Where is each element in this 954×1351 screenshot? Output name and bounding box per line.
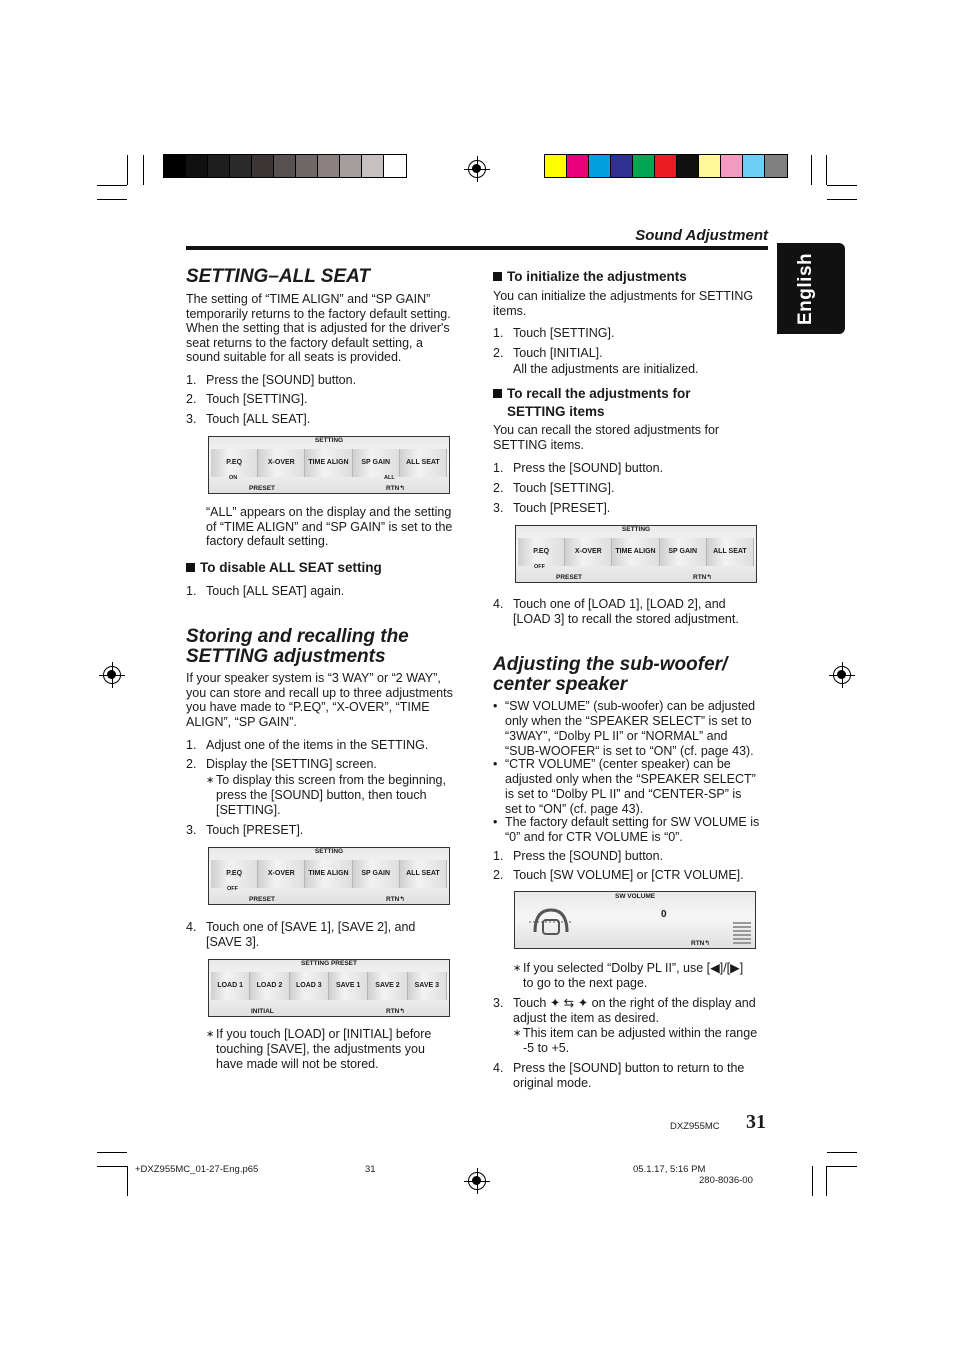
crop-mark — [827, 1166, 857, 1167]
sp-gain-button[interactable]: SP GAIN — [353, 860, 400, 888]
speaker-icon — [529, 902, 573, 936]
crop-mark — [827, 1152, 857, 1153]
crop-mark — [826, 1166, 827, 1196]
p-eq-button[interactable]: P.EQ — [518, 538, 565, 566]
page-number: 31 — [746, 1111, 766, 1133]
off-indicator: OFF — [534, 564, 545, 570]
note: ∗ This item can be adjusted within the range -5 to +5. — [513, 1026, 758, 1055]
color-swatch — [699, 155, 721, 177]
all-seat-after-text: “ALL” appears on the display and the setting of “TIME ALIGN” and “SP GAIN” is set to the factory default setting. — [206, 505, 453, 549]
save-2-button[interactable]: SAVE 2 — [368, 972, 407, 1000]
note: ∗ To display this screen from the beginning, press the [SOUND] button, then touch [SETTING]. — [206, 773, 446, 817]
crop-mark — [827, 185, 857, 186]
x-over-button[interactable]: X-OVER — [258, 860, 305, 888]
recall-intro: You can recall the stored adjustments for SETTING items. — [493, 423, 720, 452]
setting-screen — [515, 525, 757, 583]
p-eq-button[interactable]: P.EQ — [211, 860, 258, 888]
crop-mark — [827, 199, 857, 200]
storing-title: Storing and recalling the SETTING adjustments — [186, 626, 409, 667]
sw-volume-screen — [514, 891, 756, 949]
initialize-result: All the adjustments are initialized. — [513, 362, 699, 376]
list-item: 2. Display the [SETTING] screen. — [186, 757, 377, 771]
crop-mark — [127, 1166, 128, 1196]
list-item: 2. Touch [INITIAL]. — [493, 346, 603, 360]
color-swatch — [743, 155, 765, 177]
crop-mark — [97, 1166, 127, 1167]
preset-button[interactable]: PRESET — [249, 896, 276, 903]
list-item: 4. Press the [SOUND] button to return to the original mode. — [493, 1061, 745, 1090]
crop-mark — [97, 199, 127, 200]
color-swatch — [765, 155, 787, 177]
list-item: 3. Touch [ALL SEAT]. — [186, 412, 311, 426]
color-swatch — [589, 155, 611, 177]
color-calibration-bar — [544, 154, 788, 178]
color-swatch — [677, 155, 699, 177]
preset-button[interactable]: PRESET — [556, 574, 583, 581]
list-item: 1. Press the [SOUND] button. — [186, 373, 357, 387]
time-align-button[interactable]: TIME ALIGN — [305, 449, 352, 477]
color-swatch — [721, 155, 743, 177]
header-rule — [186, 246, 768, 250]
list-item: 3. Touch [PRESET]. — [186, 823, 304, 837]
list-item: 4. Touch one of [SAVE 1], [SAVE 2], and — [186, 920, 416, 934]
crop-mark — [143, 155, 144, 185]
crop-mark — [826, 155, 827, 185]
storing-intro: If your speaker system is “3 WAY” or “2 WAY”, you can store and recall up to three adjustments you have made to “P.EQ”, “X-OVER”, “TIME ALIGN”, “SP GAIN”. — [186, 671, 453, 729]
load-2-button[interactable]: LOAD 2 — [250, 972, 289, 1000]
color-swatch — [545, 155, 567, 177]
color-swatch — [611, 155, 633, 177]
p-eq-button[interactable]: P.EQ — [211, 449, 258, 477]
color-swatch — [318, 155, 340, 177]
x-over-button[interactable]: X-OVER — [565, 538, 612, 566]
load-3-button[interactable]: LOAD 3 — [290, 972, 329, 1000]
color-swatch — [362, 155, 384, 177]
sp-gain-button[interactable]: SP GAIN — [660, 538, 707, 566]
crop-mark — [97, 1152, 127, 1153]
model-label: DXZ955MC — [670, 1121, 720, 1132]
footer-page: 31 — [365, 1164, 376, 1175]
adjust-arrows-icon[interactable] — [733, 922, 751, 944]
crop-mark — [127, 155, 128, 185]
screen-caption: SETTING PRESET — [301, 960, 357, 967]
bullet-item: • “CTR VOLUME” (center speaker) can be adjusted only when the “SPEAKER SELECT” is set to “Dolby PL II” and “CENTER-SP” is set to “ON” (cf. page 43). — [493, 757, 756, 816]
all-indicator: ALL — [384, 475, 395, 481]
list-item: 3. Touch [PRESET]. — [493, 501, 611, 515]
all-seat-button[interactable]: ALL SEAT — [707, 538, 754, 566]
initialize-intro: You can initialize the adjustments for SETTING items. — [493, 289, 754, 318]
color-swatch — [186, 155, 208, 177]
list-item: 1. Adjust one of the items in the SETTING. — [186, 738, 429, 752]
preset-button[interactable]: PRESET — [249, 485, 276, 492]
section-label: Sound Adjustment — [635, 227, 768, 244]
gray-calibration-bar — [163, 154, 407, 178]
color-swatch — [340, 155, 362, 177]
language-tab-label: English — [795, 252, 816, 325]
list-item: 2. Touch [SW VOLUME] or [CTR VOLUME]. — [493, 868, 744, 882]
return-button[interactable]: RTN↰ — [691, 940, 710, 947]
setting-screen — [208, 847, 450, 905]
list-item: 1. Press the [SOUND] button. — [493, 461, 664, 475]
all-seat-button[interactable]: ALL SEAT — [400, 860, 447, 888]
initialize-heading: To initialize the adjustments — [493, 268, 687, 286]
subwoofer-title: Adjusting the sub-woofer/ center speaker — [493, 654, 728, 695]
screen-caption: SETTING — [314, 437, 344, 444]
note: ∗ If you touch [LOAD] or [INITIAL] before touching [SAVE], the adjustments you have made will not be stored. — [206, 1027, 432, 1071]
time-align-button[interactable]: TIME ALIGN — [305, 860, 352, 888]
all-seat-button[interactable]: ALL SEAT — [400, 449, 447, 477]
color-swatch — [296, 155, 318, 177]
list-item: [SAVE 3]. — [206, 935, 260, 949]
load-1-button[interactable]: LOAD 1 — [211, 972, 250, 1000]
crop-mark — [97, 185, 127, 186]
off-indicator: OFF — [227, 886, 238, 892]
x-over-button[interactable]: X-OVER — [258, 449, 305, 477]
footer-code: 280-8036-00 — [699, 1175, 753, 1186]
save-3-button[interactable]: SAVE 3 — [408, 972, 447, 1000]
list-item: 3. Touch ✦ ⇆ ✦ on the right of the display and adjust the item as desired. — [493, 996, 756, 1025]
color-swatch — [633, 155, 655, 177]
footer-date: 05.1.17, 5:16 PM — [633, 1164, 706, 1175]
color-swatch — [567, 155, 589, 177]
return-button[interactable]: RTN↰ — [386, 1008, 405, 1015]
list-item: 2. Touch [SETTING]. — [186, 392, 308, 406]
setting-screen-all-seat — [208, 436, 450, 494]
return-button[interactable]: RTN↰ — [386, 896, 405, 903]
screen-caption: SETTING — [314, 848, 344, 855]
on-indicator: ON — [229, 475, 238, 481]
crop-mark — [812, 1166, 813, 1196]
color-swatch — [164, 155, 186, 177]
list-item: 2. Touch [SETTING]. — [493, 481, 615, 495]
note: ∗ If you selected “Dolby PL II”, use [◀]/[▶] to go to the next page. — [513, 961, 744, 990]
initial-button[interactable]: INITIAL — [251, 1008, 274, 1015]
list-item: 4. Touch one of [LOAD 1], [LOAD 2], and — [493, 597, 726, 611]
language-tab — [777, 243, 845, 334]
return-button[interactable]: RTN↰ — [386, 485, 405, 492]
crop-mark — [811, 155, 812, 185]
screen-caption: SW VOLUME — [615, 893, 656, 900]
return-button[interactable]: RTN↰ — [693, 574, 712, 581]
list-item: 1. Touch [SETTING]. — [493, 326, 615, 340]
color-swatch — [208, 155, 230, 177]
list-item: [LOAD 3] to recall the stored adjustment. — [513, 612, 739, 626]
screen-caption: SETTING — [621, 526, 651, 533]
time-align-button[interactable]: TIME ALIGN — [612, 538, 659, 566]
color-swatch — [274, 155, 296, 177]
registration-mark-icon — [103, 666, 121, 684]
recall-heading: To recall the adjustments for SETTING items — [493, 385, 691, 421]
color-swatch — [384, 155, 406, 177]
color-swatch — [252, 155, 274, 177]
sp-gain-button[interactable]: SP GAIN — [353, 449, 400, 477]
registration-mark-icon — [468, 1172, 486, 1190]
disable-all-seat-heading: To disable ALL SEAT setting — [186, 559, 382, 577]
color-swatch — [230, 155, 252, 177]
save-1-button[interactable]: SAVE 1 — [329, 972, 368, 1000]
list-item: 1. Touch [ALL SEAT] again. — [186, 584, 345, 598]
setting-preset-screen — [208, 959, 450, 1017]
registration-mark-icon — [468, 160, 486, 178]
list-item: 1. Press the [SOUND] button. — [493, 849, 664, 863]
setting-all-seat-title: SETTING–ALL SEAT — [186, 266, 371, 287]
registration-mark-icon — [833, 666, 851, 684]
all-seat-intro: The setting of “TIME ALIGN” and “SP GAIN” temporarily returns to the factory default setting. When the setting that is adjusted for the driver's seat returns to the factory default setting, a sound suitable for all seats is provided. — [186, 292, 451, 365]
footer-file: +DXZ955MC_01-27-Eng.p65 — [135, 1164, 259, 1175]
color-swatch — [655, 155, 677, 177]
bullet-item: • “SW VOLUME” (sub-woofer) can be adjusted only when the “SPEAKER SELECT” is set to “3WAY”, “Dolby PL II” or “NORMAL” and “SUB-WOOFER“ is set to “ON” (cf. page 43). — [493, 699, 756, 758]
bullet-item: • The factory default setting for SW VOLUME is “0” and for CTR VOLUME is “0”. — [493, 815, 760, 844]
volume-value: 0 — [661, 909, 667, 920]
